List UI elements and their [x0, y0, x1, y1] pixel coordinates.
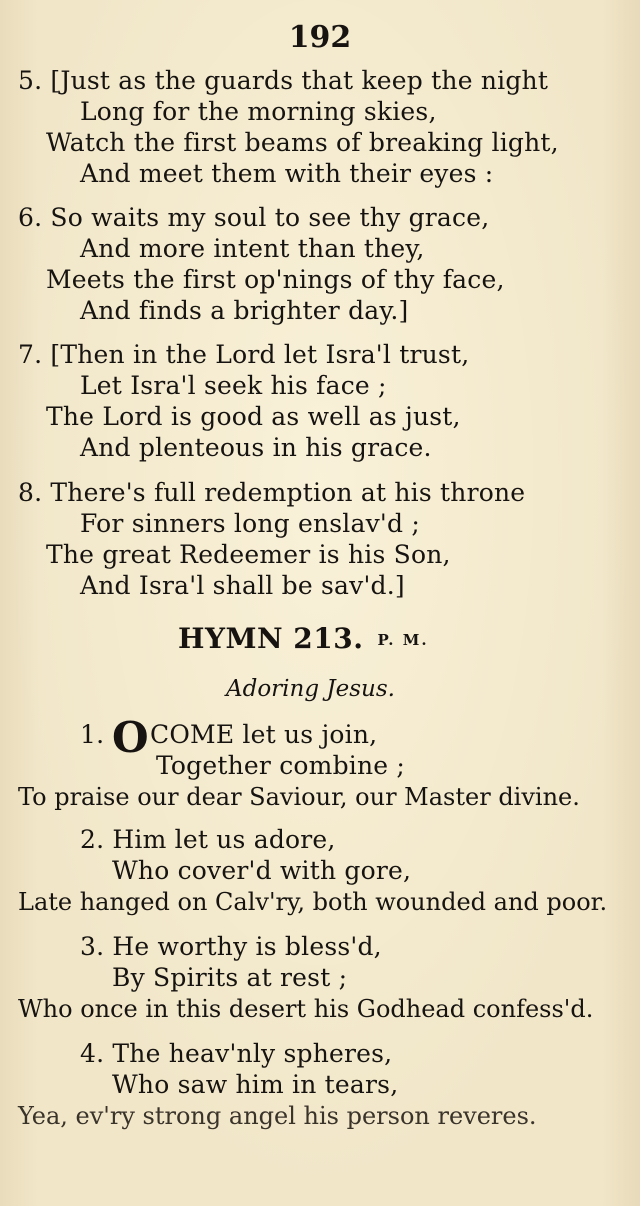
- verse-7-line-1: 7. [Then in the Lord let Isra'l trust,: [18, 340, 470, 369]
- hymn-verse-3-line-2: By Spirits at rest ;: [112, 963, 348, 992]
- verse-5-line-1: 5. [Just as the guards that keep the night: [18, 66, 549, 95]
- verse-5-line-4: And meet them with their eyes :: [80, 159, 494, 188]
- page-number: 192: [288, 20, 352, 55]
- hymn-verse-1-line-2: Together combine ;: [156, 751, 406, 780]
- verse-5-line-2: Long for the morning skies,: [80, 97, 437, 126]
- verse-7-line-2: Let Isra'l seek his face ;: [80, 371, 387, 400]
- hymn-verse-3-line-1: 3. He worthy is bless'd,: [80, 932, 382, 961]
- verse-6-line-3: Meets the first op'nings of thy face,: [46, 265, 505, 294]
- verse-6-line-2: And more intent than they,: [80, 234, 425, 263]
- hymn-verse-1-number: 1.: [80, 720, 105, 749]
- verse-6-line-1: 6. So waits my soul to see thy grace,: [18, 203, 490, 232]
- hymn-verse-4-line-1: 4. The heav'nly spheres,: [80, 1039, 393, 1068]
- drop-cap-letter: O: [112, 713, 149, 762]
- hymn-verse-4-line-3: Yea, ev'ry strong angel his person reveres.: [18, 1102, 537, 1130]
- hymn-heading: [178, 622, 429, 657]
- verse-8-line-4: And Isra'l shall be sav'd.]: [80, 571, 405, 600]
- verse-8-line-1: 8. There's full redemption at his throne: [18, 478, 526, 507]
- hymn-verse-4-line-2: Who saw him in tears,: [112, 1070, 399, 1099]
- verse-8-line-3: The great Redeemer is his Son,: [46, 540, 451, 569]
- verse-8-line-2: For sinners long enslav'd ;: [80, 509, 420, 538]
- hymn-verse-1-line-1: COME let us join,: [150, 720, 378, 749]
- hymn-verse-2-line-1: 2. Him let us adore,: [80, 825, 336, 854]
- verse-6-line-4: And finds a brighter day.]: [80, 296, 409, 325]
- hymn-verse-2-line-2: Who cover'd with gore,: [112, 856, 412, 885]
- hymn-title: HYMN 213.: [178, 622, 364, 655]
- hymn-verse-2-line-3: Late hanged on Calv'ry, both wounded and poor.: [18, 888, 608, 916]
- verse-7-line-4: And plenteous in his grace.: [80, 433, 432, 462]
- hymn-meter: P. M.: [377, 631, 429, 649]
- hymn-subtitle: Adoring Jesus.: [226, 676, 395, 702]
- verse-7-line-3: The Lord is good as well as just,: [46, 402, 461, 431]
- hymn-verse-1-line-3: To praise our dear Saviour, our Master divine.: [18, 783, 580, 811]
- hymn-verse-3-line-3: Who once in this desert his Godhead confess'd.: [18, 995, 594, 1023]
- verse-5-line-3: Watch the first beams of breaking light,: [46, 128, 559, 157]
